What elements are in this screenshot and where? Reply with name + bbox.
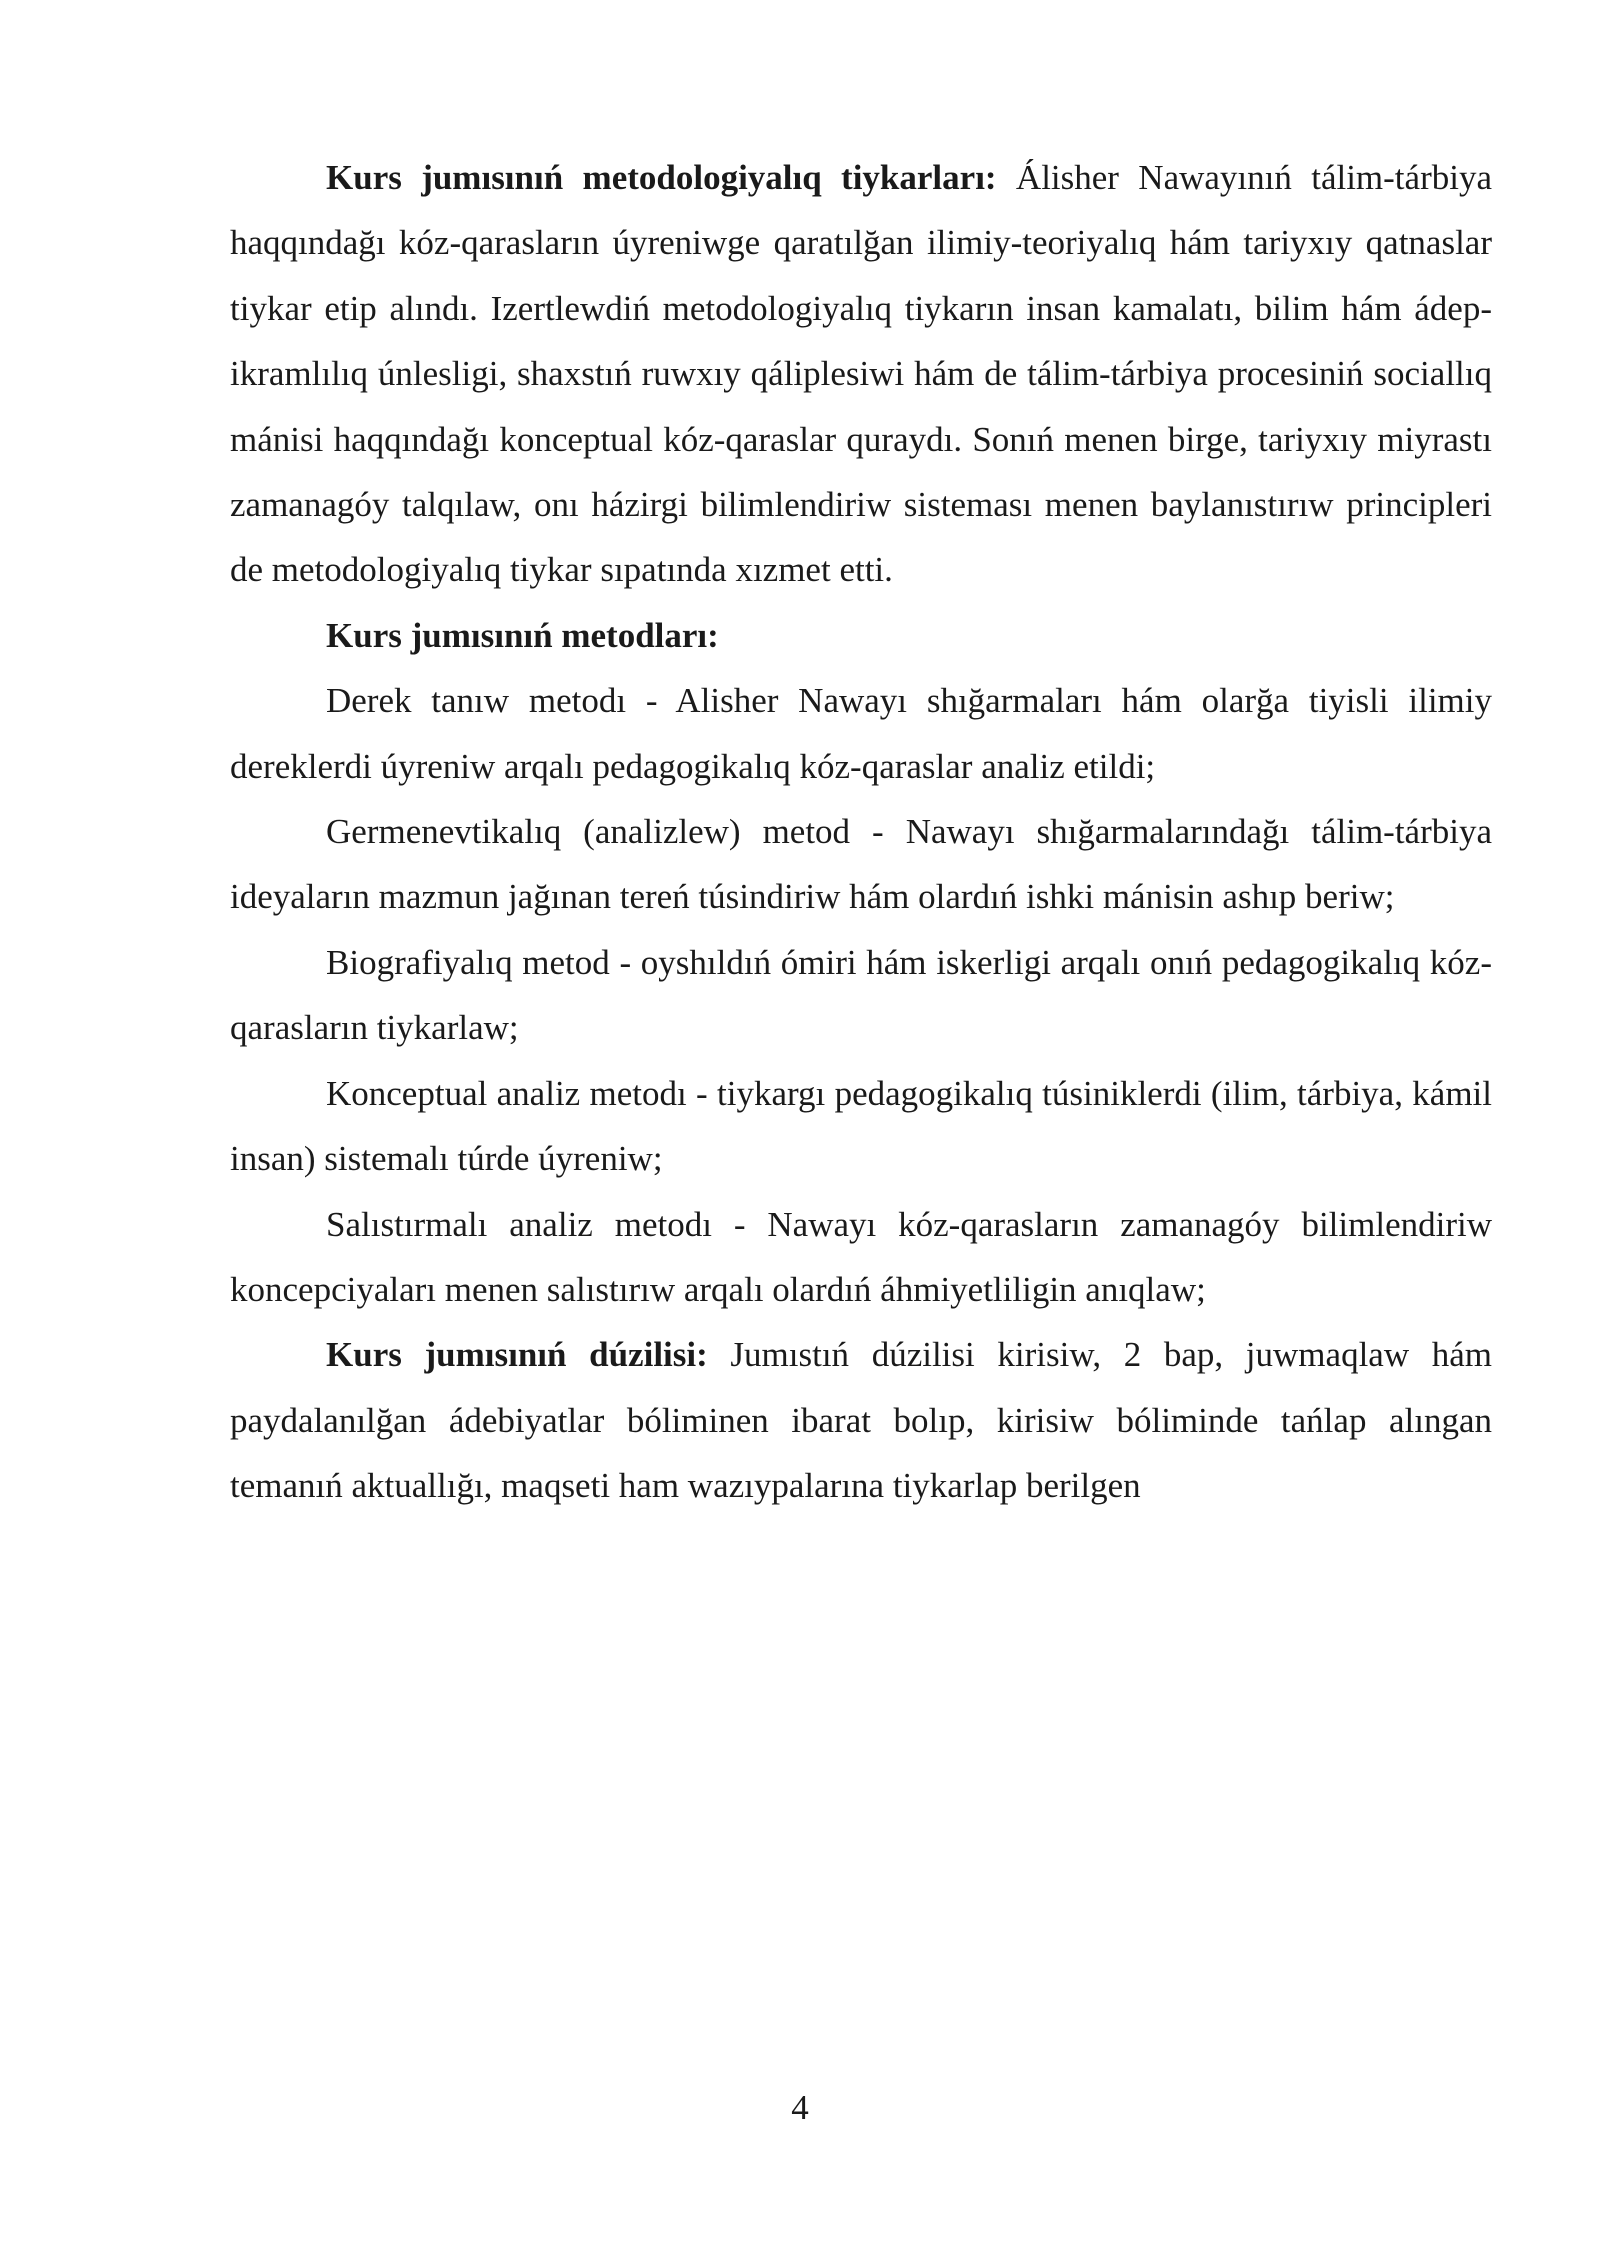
heading-methodological-basis: Kurs jumısınıń metodologiyalıq tiykarları: [326, 158, 997, 197]
paragraph-methodological-basis [230, 145, 1492, 603]
paragraph-comparative-method [230, 1192, 1492, 1323]
text-methodological-basis: Álisher Nawayınıń tálim-tárbiya haqqındağı kóz-qarasların úyreniwge qaratılğan ilimiy-teoriyalıq hám tariyxıy qatnaslar tiykar etip alındı. Izertlewdiń metodologiyalıq tiykarın insan kamalatı, bilim hám ádep-ikramlılıq únlesligi, shaxstıń ruwxıy qáliplesiwi hám de tálim-tárbiya procesiniń sociallıq mánisi haqqındağı konceptual kóz-qaraslar quraydı. Sonıń menen birge, tariyxıy miyrastı zamanagóy talqılaw, onı házirgi bilimlendiriw sisteması menen baylanıstırıw principleri de metodologiyalıq tiykar sıpatında xızmet etti. [230, 158, 1492, 590]
text-structure: Jumıstıń dúzilisi kirisiw, 2 bap, juwmaqlaw hám paydalanılğan ádebiyatlar bóliminen ibarat bolıp, kirisiw bóliminde tańlap alıngan temanıń aktuallığı, maqseti ham wazıypalarına tiykarlap berilgen [230, 1335, 1493, 1506]
paragraph-methods-heading [230, 603, 1492, 668]
paragraph-hermeneutic-method [230, 799, 1492, 930]
text-conceptual-method: Konceptual analiz metodı - tiykargı pedagogikalıq túsiniklerdi (ilim, tárbiya, kámil insan) sistemalı túrde úyreniw; [230, 1073, 1492, 1179]
page-body [230, 145, 1492, 1519]
page-number: 4 [791, 2088, 809, 2127]
text-hermeneutic-method: Germenevtikalıq (analizlew) metod - Nawayı shığarmalarındağı tálim-tárbiya ideyaların mazmun jağınan tereń túsindiriw hám olardıń ishki mánisin ashıp beriw; [230, 812, 1492, 917]
paragraph-source-method [230, 668, 1492, 799]
heading-structure: Kurs jumısınıń dúzilisi: [326, 1335, 708, 1375]
text-comparative-method: Salıstırmalı analiz metodı - Nawayı kóz-qarasların zamanagóy bilimlendiriw koncepciyaları menen salıstırıw arqalı olardıń áhmiyetliligin anıqlaw; [230, 1204, 1492, 1309]
paragraph-conceptual-method [230, 1061, 1492, 1192]
paragraph-structure [230, 1322, 1492, 1518]
paragraph-biographical-method [230, 930, 1492, 1061]
heading-methods: Kurs jumısınıń metodları: [326, 615, 719, 655]
text-source-method: Derek tanıw metodı - Alisher Nawayı shığarmaları hám olarğa tiyisli ilimiy dereklerdi úyreniw arqalı pedagogikalıq kóz-qaraslar analiz etildi; [230, 681, 1492, 786]
text-biographical-method: Biografiyalıq metod - oyshıldıń ómiri hám iskerligi arqalı onıń pedagogikalıq kóz-qarasların tiykarlaw; [230, 942, 1492, 1048]
